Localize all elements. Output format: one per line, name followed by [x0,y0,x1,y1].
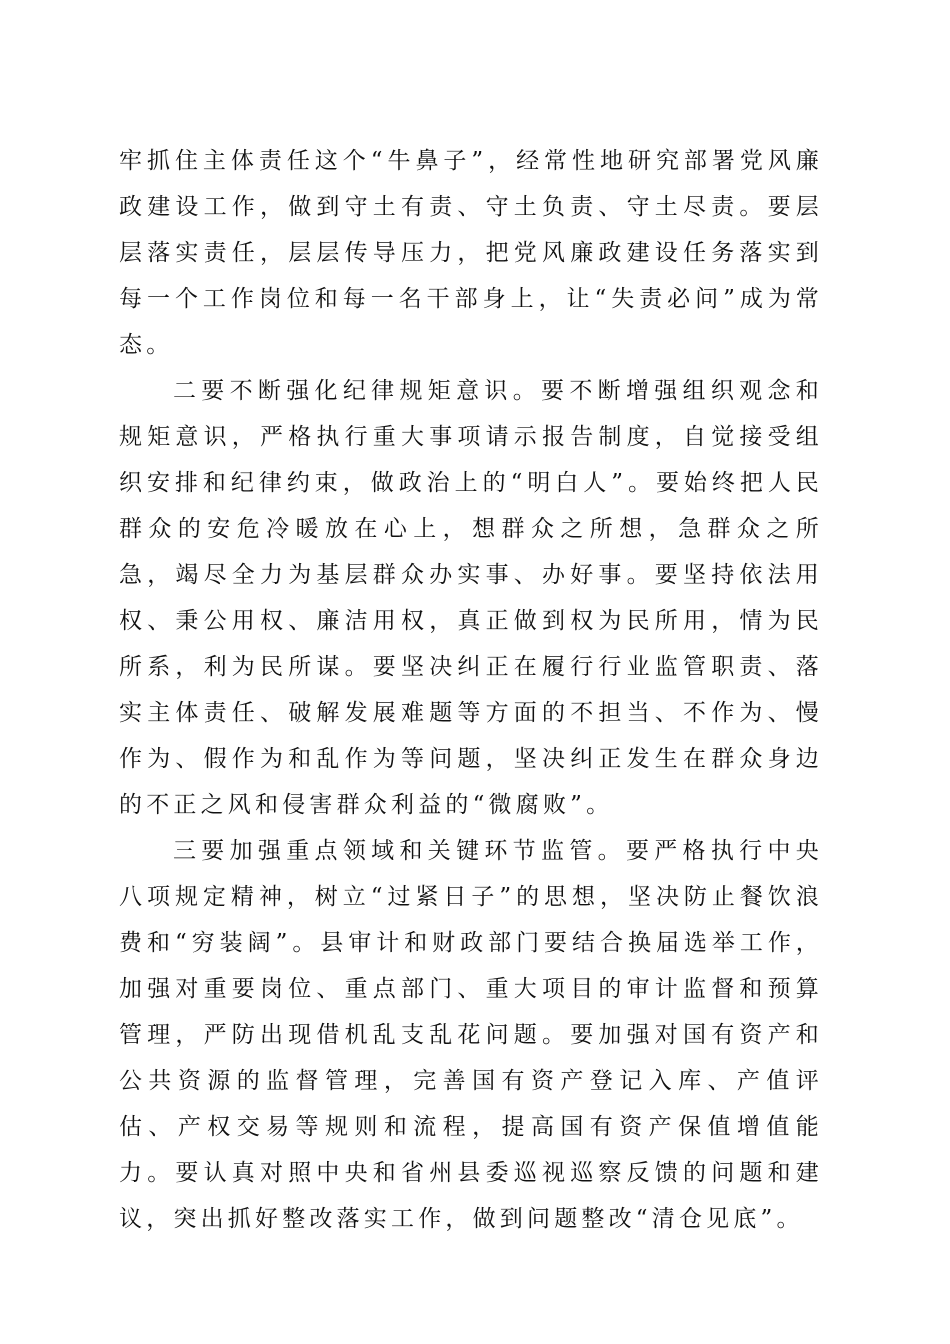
document-body [119,138,823,1242]
paragraph-continuation: 牢抓住主体责任这个“牛鼻子”，经常性地研究部署党风廉政建设工作，做到守土有责、守土负责、守土尽责。要层层落实责任，层层传导压力，把党风廉政建设任务落实到每一个工作岗位和每一名干部身上，让“失责必问”成为常态。 [119,148,823,358]
paragraph-discipline-awareness: 二要不断强化纪律规矩意识。要不断增强组织观念和规矩意识，严格执行重大事项请示报告制度，自觉接受组织安排和纪律约束，做政治上的“明白人”。要始终把人民群众的安危冷暖放在心上，想群众之所想，急群众之所急，竭尽全力为基层群众办实事、办好事。要坚持依法用权、秉公用权、廉洁用权，真正做到权为民所用，情为民所系，利为民所谋。要坚决纠正在履行行业监管职责、落实主体责任、破解发展难题等方面的不担当、不作为、慢作为、假作为和乱作为等问题，坚决纠正发生在群众身边的不正之风和侵害群众利益的“微腐败”。 [119,378,823,818]
paragraph-key-areas-supervision: 三要加强重点领域和关键环节监管。要严格执行中央八项规定精神，树立“过紧日子”的思想，坚决防止餐饮浪费和“穷装阔”。县审计和财政部门要结合换届选举工作，加强对重要岗位、重点部门、重大项目的审计监督和预算管理，严防出现借机乱支乱花问题。要加强对国有资产和公共资源的监督管理，完善国有资产登记入库、产值评估、产权交易等规则和流程，提高国有资产保值增值能力。要认真对照中央和省州县委巡视巡察反馈的问题和建议，突出抓好整改落实工作，做到问题整改“清仓见底”。 [119,838,823,1232]
